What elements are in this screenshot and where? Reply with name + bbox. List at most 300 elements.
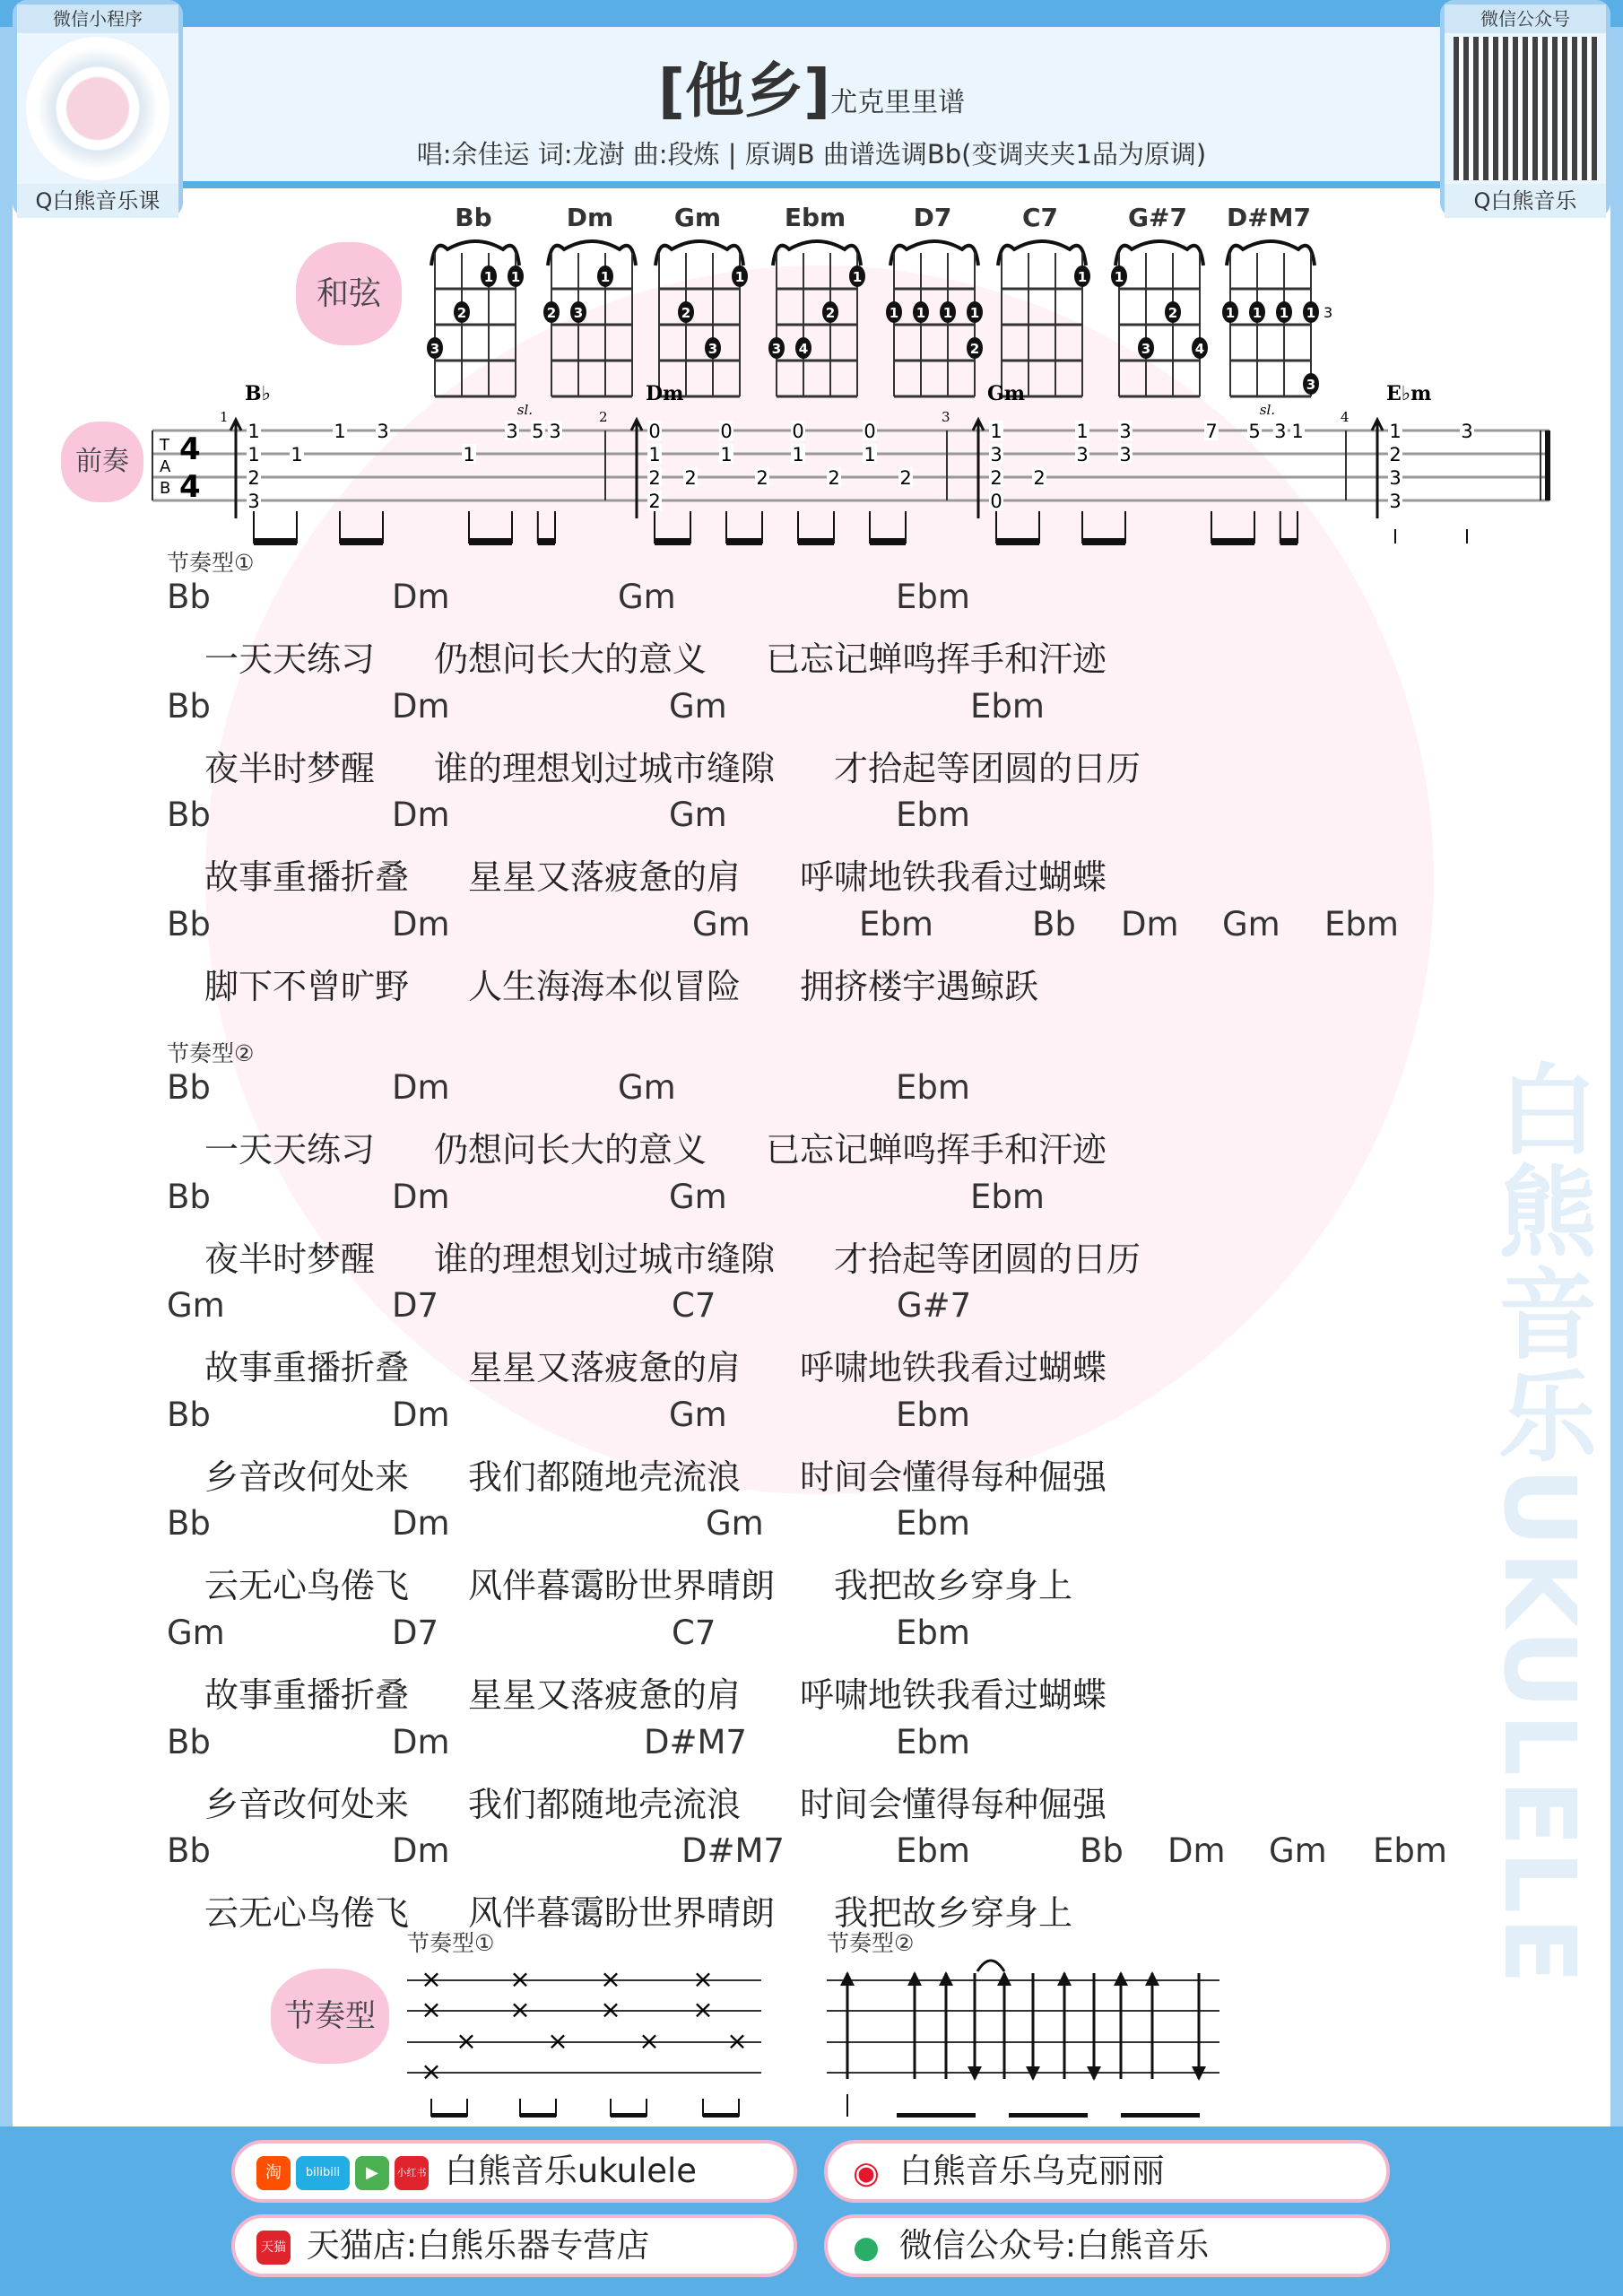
lyric-phrase: 我把故乡穿身上	[834, 1893, 1073, 1934]
lyric-line	[204, 1122, 1166, 1171]
finger-number: 3	[707, 341, 718, 357]
finger-number: 3	[1141, 341, 1151, 357]
finger-number: 1	[483, 269, 494, 285]
chord-symbol: Dm	[392, 1068, 450, 1107]
taobao-icon: 淘	[256, 2156, 291, 2190]
tab-fret-number: 0	[864, 421, 876, 442]
chord-symbol: Dm	[392, 578, 450, 616]
lyric-line	[204, 959, 1098, 1008]
rhythm-beam	[703, 2113, 739, 2118]
mini-program-label: 微信小程序	[17, 4, 178, 33]
chord-name: D7	[913, 203, 952, 232]
lyric-line	[204, 1340, 1166, 1389]
tab-fret-number: 2	[756, 467, 768, 489]
note-beam	[798, 538, 834, 545]
chord-symbol: Gm	[618, 1068, 676, 1107]
lyric-phrase: 夜半时梦醒	[204, 748, 376, 788]
chord-row	[0, 1177, 1623, 1216]
chord-symbol: C7	[672, 1613, 716, 1652]
chord-symbol: Gm	[706, 1504, 764, 1544]
note-beam	[340, 538, 383, 545]
finger-number: 1	[1306, 305, 1316, 321]
chord-symbol: Bb	[167, 686, 211, 726]
chord-symbol: Ebm	[896, 1831, 970, 1871]
lyric-phrase: 呼啸地铁我看过蝴蝶	[800, 1675, 1107, 1715]
chord-name: D#M7	[1226, 203, 1312, 232]
measure-chord: Gm	[987, 382, 1026, 405]
rhythm-beam	[1009, 2113, 1088, 2118]
lyric-line	[204, 1667, 1166, 1717]
title-text: [他乡]	[657, 57, 831, 126]
chord-row	[0, 1504, 1623, 1544]
social-accounts-link[interactable]	[231, 2140, 797, 2203]
chord-symbol: Bb	[167, 578, 211, 616]
chord-symbol: Ebm	[970, 686, 1045, 726]
tab-fret-number: 2	[648, 467, 661, 489]
lyric-phrase: 星星又落疲惫的肩	[468, 857, 742, 898]
chord-name: G#7	[1128, 203, 1187, 232]
chord-symbol: D#M7	[681, 1831, 785, 1871]
lyric-phrase: 呼啸地铁我看过蝴蝶	[800, 857, 1107, 898]
lyric-phrase: 一天天练习	[204, 639, 376, 679]
lyric-phrase: 一天天练习	[204, 1130, 376, 1170]
title-suffix: 尤克里里谱	[830, 87, 966, 118]
lyric-line	[204, 1558, 1132, 1607]
tab-fret-number: 3	[1119, 444, 1132, 465]
finger-number: 1	[1252, 305, 1263, 321]
tab-fret-number: 3	[1274, 421, 1287, 442]
tab-fret-number: 1	[648, 444, 661, 465]
lyric-line	[204, 1777, 1166, 1826]
chord-row	[0, 686, 1623, 726]
chord-symbol: Gm	[669, 686, 727, 726]
note-beam	[655, 538, 690, 545]
strum-arrow-icon	[1372, 420, 1383, 518]
chord-row	[0, 1723, 1623, 1759]
finger-number: 4	[798, 341, 809, 357]
tab-fret-number: 3	[990, 444, 1002, 465]
tab-fret-number: 1	[990, 421, 1002, 442]
chord-name: Gm	[673, 203, 722, 232]
finger-number: 3	[573, 305, 584, 321]
lyric-phrase: 我们都随地壳流浪	[468, 1457, 742, 1497]
xiaohongshu-icon: 小红书	[395, 2156, 429, 2190]
lyric-line	[204, 631, 1166, 681]
note-beam	[1211, 538, 1254, 545]
watermark-text: 白熊音乐UKULELE	[1482, 1058, 1597, 1988]
video-play-icon: ▶	[355, 2156, 389, 2190]
finger-number: 3	[1306, 377, 1316, 393]
lyric-phrase: 已忘记蝉鸣挥手和汗迹	[766, 1130, 1107, 1170]
chord-symbol: D#M7	[644, 1722, 747, 1761]
tab-fret-number: 3	[247, 491, 260, 512]
x-mark-icon: ×	[547, 2026, 568, 2056]
chord-symbol: D7	[392, 1613, 439, 1652]
finger-number: 1	[1077, 269, 1088, 285]
tab-fret-number: 3	[549, 421, 561, 442]
wechat-text: 微信公众号:白熊音乐	[898, 2226, 1210, 2265]
time-sig-bottom: 4	[179, 469, 201, 505]
chord-symbol: Ebm	[896, 1613, 970, 1652]
tab-fret-number: 3	[1119, 421, 1132, 442]
chord-name: Bb	[455, 203, 492, 232]
start-fret: 3	[1324, 304, 1333, 321]
chord-symbol: Dm	[392, 1831, 450, 1871]
finger-number: 2	[1167, 305, 1178, 321]
chord-row	[0, 578, 1623, 616]
top-band	[0, 0, 1623, 27]
measure-number: 2	[599, 409, 608, 425]
x-mark-icon: ×	[421, 1964, 442, 1994]
chord-symbol: Bb	[167, 1722, 211, 1761]
finger-number: 3	[430, 341, 440, 357]
chord-row	[0, 1613, 1623, 1652]
lyric-line	[204, 849, 1166, 899]
chord-symbol: Ebm	[1324, 904, 1399, 944]
measure-chord: E♭m	[1386, 382, 1432, 405]
chord-symbol: Gm	[167, 1286, 225, 1326]
finger-number: 1	[600, 269, 611, 285]
lyric-line	[204, 1449, 1166, 1499]
tab-fret-number: 1	[247, 444, 260, 465]
lyric-phrase: 谁的理想划过城市缝隙	[434, 1239, 776, 1279]
tie-icon	[977, 1961, 1004, 1971]
nut-arc	[655, 241, 743, 265]
tab-fret-number: 1	[864, 444, 876, 465]
nut-arc	[431, 241, 519, 265]
finger-number: 2	[681, 305, 691, 321]
lyric-phrase: 我把故乡穿身上	[834, 1566, 1073, 1606]
tab-fret-number: 3	[1461, 421, 1473, 442]
nut-arc	[548, 241, 636, 265]
chord-symbol: Bb	[167, 1831, 211, 1871]
chord-symbol: Dm	[392, 1722, 450, 1761]
note-beam	[1280, 538, 1298, 545]
slide-mark: sl.	[1259, 402, 1276, 418]
finger-number: 2	[825, 305, 836, 321]
measure-number: 4	[1341, 409, 1350, 425]
nut-arc	[998, 241, 1086, 265]
rhythm-label: 节奏型	[271, 1969, 389, 2064]
tab-fret-number: 1	[463, 444, 475, 465]
tab-fret-number: 1	[1291, 421, 1304, 442]
tab-fret-number: 1	[1389, 421, 1402, 442]
tab-fret-number: 0	[990, 491, 1002, 512]
tmall-store-link[interactable]	[231, 2214, 797, 2277]
chord-symbol: Ebm	[896, 1068, 970, 1107]
time-sig-top: 4	[179, 431, 201, 467]
tab-fret-number: 2	[990, 467, 1002, 489]
lyric-phrase: 脚下不曾旷野	[204, 966, 410, 1006]
tab-fret-number: 2	[1389, 444, 1402, 465]
finger-number: 1	[1279, 305, 1289, 321]
lyric-phrase: 才拾起等团圆的日历	[834, 1239, 1141, 1279]
tab-fret-number: 0	[792, 421, 804, 442]
lyric-phrase: 时间会懂得每种倔强	[800, 1457, 1107, 1497]
chord-symbol: Ebm	[896, 1722, 970, 1761]
x-mark-icon: ×	[600, 1995, 621, 2024]
measure-number: 1	[220, 409, 229, 425]
x-mark-icon: ×	[509, 1964, 531, 1994]
nut-arc	[1227, 241, 1315, 265]
wechat-link[interactable]	[824, 2214, 1390, 2277]
rhythm-beam	[1121, 2113, 1200, 2118]
chord-symbol: Bb	[167, 1504, 211, 1544]
rhythm-beam	[897, 2113, 976, 2118]
intro-label: 前奏	[61, 422, 143, 502]
tab-fret-number: 3	[1076, 444, 1089, 465]
song-credits: 唱:余佳运 词:龙澍 曲:段炼 | 原调B 曲谱选调Bb(变调夹夹1品为原调)	[416, 139, 1207, 170]
chord-diagram	[536, 235, 653, 378]
chord-symbol: Dm	[392, 686, 450, 726]
note-beam	[469, 538, 512, 545]
chord-diagram	[761, 235, 878, 378]
chord-diagram	[986, 235, 1103, 378]
chord-symbol: Gm	[669, 1395, 727, 1434]
tab-fret-number: 5	[532, 421, 544, 442]
nut-arc	[890, 241, 978, 265]
lyric-phrase: 故事重播折叠	[204, 857, 410, 898]
x-mark-icon: ×	[600, 1964, 621, 1994]
strum-arrow-icon	[973, 420, 984, 518]
chord-symbol: Ebm	[896, 578, 970, 616]
lyric-phrase: 已忘记蝉鸣挥手和汗迹	[766, 639, 1107, 679]
chord-symbol: Bb	[167, 904, 211, 944]
lyric-phrase: 星星又落疲惫的肩	[468, 1348, 742, 1388]
finger-number: 1	[1225, 305, 1236, 321]
finger-number: 2	[969, 341, 980, 357]
finger-number: 4	[1194, 341, 1205, 357]
lyric-phrase: 才拾起等团圆的日历	[834, 748, 1141, 788]
weibo-icon: ◉	[853, 2154, 880, 2191]
finger-number: 3	[771, 341, 782, 357]
x-mark-icon: ×	[421, 2057, 442, 2086]
chord-symbol: Gm	[692, 904, 751, 944]
chord-symbol: Bb	[1080, 1831, 1124, 1871]
lyric-phrase: 故事重播折叠	[204, 1348, 410, 1388]
chord-symbol: Gm	[1222, 904, 1280, 944]
tab-fret-number: 0	[720, 421, 733, 442]
weibo-link[interactable]	[824, 2140, 1390, 2203]
tab-fret-number: 3	[377, 421, 389, 442]
section-label: 节奏型①	[167, 550, 255, 576]
rhythm-pattern-2-label: 节奏型②	[827, 1930, 915, 1956]
tab-clef: B	[160, 479, 171, 498]
chord-symbol: Gm	[167, 1613, 225, 1652]
lyric-phrase: 云无心鸟倦飞	[204, 1566, 410, 1606]
chord-symbol: Ebm	[1373, 1831, 1447, 1871]
tab-fret-number: 1	[291, 444, 303, 465]
chord-name: Ebm	[784, 203, 846, 232]
tmall-store-text: 天猫店:白熊乐器专营店	[306, 2226, 650, 2265]
chord-symbol: Ebm	[859, 904, 933, 944]
chord-symbol: Ebm	[896, 796, 970, 835]
chord-row	[0, 1286, 1623, 1326]
x-mark-icon: ×	[692, 1964, 714, 1994]
rhythm-pattern-1-label: 节奏型①	[407, 1930, 495, 1956]
chord-row	[0, 1831, 1623, 1871]
chord-row	[0, 1395, 1623, 1434]
finger-number: 1	[942, 305, 953, 321]
tab-fret-number: 3	[506, 421, 518, 442]
note-beam	[1082, 538, 1125, 545]
chord-diagram	[420, 235, 536, 378]
tab-fret-number: 2	[684, 467, 697, 489]
chord-row	[0, 1068, 1623, 1107]
weibo-text: 白熊音乐乌克丽丽	[898, 2152, 1165, 2190]
lyric-line	[204, 1885, 1132, 1935]
chord-symbol: Dm	[1121, 904, 1179, 944]
tab-clef: A	[160, 457, 171, 476]
note-beam	[726, 538, 762, 545]
chord-symbol: Dm	[392, 1177, 450, 1216]
lyric-phrase: 风伴暮霭盼世界晴朗	[468, 1893, 776, 1934]
lyric-phrase: 故事重播折叠	[204, 1675, 410, 1715]
nut-arc	[1115, 241, 1203, 265]
finger-number: 1	[734, 269, 745, 285]
tab-fret-number: 3	[1389, 467, 1402, 489]
note-beam	[996, 538, 1039, 545]
lyric-phrase: 仍想问长大的意义	[434, 1130, 707, 1170]
chord-diagram	[1104, 235, 1220, 378]
chord-diagram	[644, 235, 760, 378]
nut-arc	[773, 241, 861, 265]
lyric-phrase: 人生海海本似冒险	[468, 966, 742, 1006]
finger-number: 1	[889, 305, 899, 321]
bilibili-icon: bilibili	[296, 2156, 350, 2190]
finger-number: 2	[546, 305, 557, 321]
chord-symbol: Bb	[1032, 904, 1076, 944]
finger-number: 1	[1114, 269, 1124, 285]
right-border	[1610, 0, 1623, 2296]
chord-symbol: Dm	[392, 904, 450, 944]
tmall-icon: 天猫	[256, 2231, 291, 2265]
note-beam	[870, 538, 906, 545]
chord-diagram	[879, 235, 995, 378]
finger-number: 1	[510, 269, 521, 285]
chord-symbol: Gm	[618, 578, 676, 616]
chord-symbol: C7	[672, 1286, 716, 1326]
chord-symbol: Dm	[392, 1504, 450, 1544]
rhythm-beam	[431, 2113, 467, 2118]
slide-mark: sl.	[516, 402, 534, 418]
rhythm-beam	[520, 2113, 556, 2118]
strum-arrow-icon	[230, 420, 241, 518]
tab-fret-number: 1	[247, 421, 260, 442]
tab-fret-number: 2	[1033, 467, 1046, 489]
chord-symbol: Dm	[392, 796, 450, 835]
wechat-icon: ●	[853, 2229, 880, 2266]
chord-symbol: Bb	[167, 796, 211, 835]
rhythm-patterns	[0, 1964, 1623, 2126]
chord-name: C7	[1021, 203, 1059, 232]
intro-tablature	[0, 377, 1623, 556]
chord-symbol: Dm	[1167, 1831, 1226, 1871]
chord-symbol: D7	[392, 1286, 439, 1326]
lyric-phrase: 乡音改何处来	[204, 1784, 410, 1824]
tab-fret-number: 7	[1205, 421, 1218, 442]
chord-symbol: Gm	[1269, 1831, 1327, 1871]
chord-row	[0, 904, 1623, 944]
tab-fret-number: 1	[720, 444, 733, 465]
chord-symbol: Bb	[167, 1395, 211, 1434]
chord-symbol: Bb	[167, 1068, 211, 1107]
x-mark-icon: ×	[421, 1995, 442, 2024]
finger-number: 1	[916, 305, 926, 321]
tab-fret-number: 1	[334, 421, 346, 442]
lyric-phrase: 拥挤楼宇遇鲸跃	[800, 966, 1039, 1006]
lyric-phrase: 我们都随地壳流浪	[468, 1784, 742, 1824]
tab-fret-number: 3	[1389, 491, 1402, 512]
x-mark-icon: ×	[726, 2026, 748, 2056]
x-mark-icon: ×	[692, 1995, 714, 2024]
chord-symbol: Ebm	[896, 1504, 970, 1544]
x-mark-icon: ×	[509, 1995, 531, 2024]
tab-fret-number: 2	[247, 467, 260, 489]
lyric-phrase: 夜半时梦醒	[204, 1239, 376, 1279]
chord-symbol: Gm	[669, 1177, 727, 1216]
tab-fret-number: 2	[648, 491, 661, 512]
section-label: 节奏型②	[167, 1040, 255, 1066]
tab-fret-number: 0	[648, 421, 661, 442]
tab-fret-number: 1	[1076, 421, 1089, 442]
chord-row	[0, 796, 1623, 835]
official-account-search: Q白熊音乐	[1445, 184, 1606, 218]
lyric-phrase: 呼啸地铁我看过蝴蝶	[800, 1348, 1107, 1388]
lyric-phrase: 时间会懂得每种倔强	[800, 1784, 1107, 1824]
x-mark-icon: ×	[456, 2026, 477, 2056]
end-barline-thick	[1545, 430, 1550, 500]
chord-diagram	[1215, 235, 1333, 393]
chord-name: Dm	[566, 203, 614, 232]
left-border	[0, 0, 13, 2296]
chord-symbol: Ebm	[896, 1395, 970, 1434]
chord-symbol: Ebm	[970, 1177, 1045, 1216]
strum-arrow-icon	[631, 420, 642, 518]
measure-chord: Dm	[646, 382, 684, 405]
mini-program-search: Q白熊音乐课	[17, 184, 178, 218]
social-accounts-text: 白熊音乐ukulele	[444, 2152, 698, 2190]
lyric-phrase: 仍想问长大的意义	[434, 639, 707, 679]
finger-number: 1	[969, 305, 980, 321]
chord-symbol: Gm	[669, 796, 727, 835]
tab-clef: T	[160, 436, 169, 455]
x-mark-icon: ×	[638, 2026, 660, 2056]
official-account-label: 微信公众号	[1445, 4, 1606, 33]
tab-fret-number: 1	[792, 444, 804, 465]
note-beam	[538, 538, 555, 545]
lyric-phrase: 云无心鸟倦飞	[204, 1893, 410, 1934]
finger-number: 2	[456, 305, 467, 321]
chords-label: 和弦	[296, 242, 402, 345]
measure-chord: B♭	[245, 382, 271, 405]
finger-number: 1	[852, 269, 863, 285]
lyric-phrase: 星星又落疲惫的肩	[468, 1675, 742, 1715]
lyric-line	[204, 741, 1200, 790]
note-beam	[254, 538, 297, 545]
lyric-phrase: 风伴暮霭盼世界晴朗	[468, 1566, 776, 1606]
chord-symbol: G#7	[897, 1286, 972, 1326]
chord-symbol: Bb	[167, 1177, 211, 1216]
tab-fret-number: 2	[899, 467, 912, 489]
tab-fret-number: 2	[828, 467, 840, 489]
rhythm-beam	[611, 2113, 647, 2118]
song-title	[0, 43, 1623, 128]
lyric-line	[204, 1231, 1200, 1281]
tab-fret-number: 5	[1248, 421, 1261, 442]
lyric-phrase: 谁的理想划过城市缝隙	[434, 748, 776, 788]
chord-symbol: Dm	[392, 1395, 450, 1434]
